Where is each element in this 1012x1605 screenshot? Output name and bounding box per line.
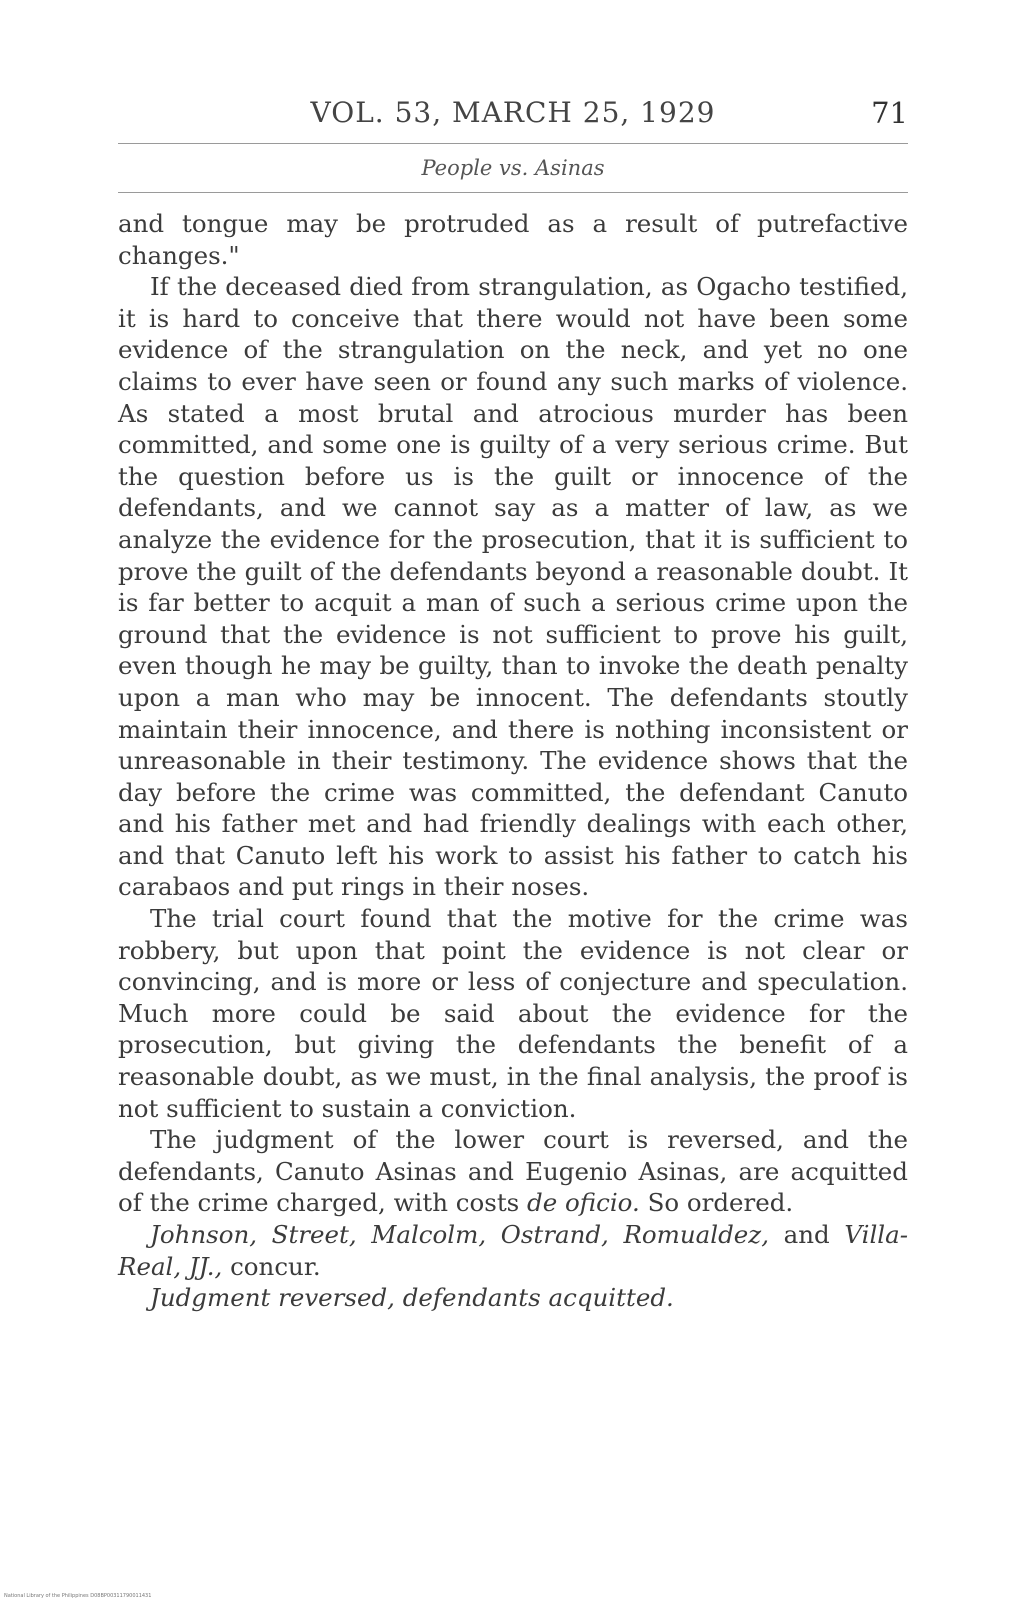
p4-italic: de oficio. — [527, 1188, 640, 1218]
paragraph-3: The trial court found that the motive for the crime was robbery, but upon that point the evidence is not clear or convincing, and is more or less of conjecture and speculation. Much more could be said about the evidence for the prosecution, but giving the defendants the benefit of a reasonable doubt, as we must, in the final analysis, the proof is not sufficient to sustain a conviction. — [118, 904, 908, 1123]
paragraph-5 — [118, 1219, 908, 1282]
page-number: 71 — [871, 96, 908, 130]
running-head — [118, 96, 908, 140]
p5-concur: concur. — [222, 1251, 321, 1281]
case-title: People vs. Asinas — [421, 156, 605, 180]
volume-line: VOL. 53, MARCH 25, 1929 — [310, 96, 716, 129]
p4-text-a: The judgment of the lower court is reversed, and the defendants, Canuto Asinas and Eugenio Asinas, are acquitted of the crime charged, with costs — [118, 1125, 908, 1218]
p5-and: and — [769, 1220, 845, 1249]
p5-justices: Johnson, Street, Malcolm, Ostrand, Romualdez, — [150, 1220, 769, 1249]
paragraph-2: If the deceased died from strangulation, as Ogacho testified, it is hard to conceive that there would not have been some evidence of the strangulation on the neck, and yet no one claims to ever have seen or found any such marks of violence. As stated a most brutal and atrocious murder has been committed, and some one is guilty of a very serious crime. But the question before us is the guilt or innocence of the defendants, and we cannot say as a matter of law, as we analyze the evidence for the prosecution, that it is sufficient to prove the guilt of the defendants beyond a reasonable doubt. It is far better to acquit a man of such a serious crime upon the ground that the evidence is not sufficient to prove his guilt, even though he may be guilty, than to invoke the death penalty upon a man who may be innocent. The defendants stoutly maintain their innocence, and there is nothing inconsistent or unreasonable in their testimony. The evidence shows that the day before the crime was committed, the defendant Canuto and his father met and had friendly dealings with each other, and that Canuto left his work to assist his father to catch his carabaos and put rings in their noses. — [118, 272, 908, 902]
header-rule — [118, 143, 908, 144]
paragraph-1: and tongue may be protruded as a result of putrefactive changes." — [118, 209, 908, 270]
p5-justices-2: Villa-Real, JJ., — [118, 1220, 908, 1281]
title-rule — [118, 192, 908, 193]
p4-text-b: So ordered. — [639, 1188, 794, 1218]
scan-footer-note: National Library of the Philippines D08BP00311790011431 — [4, 1593, 152, 1599]
paragraph-6-judgment: Judgment reversed, defendants acquitted. — [150, 1283, 674, 1313]
paragraph-4 — [118, 1124, 908, 1219]
body-text — [118, 208, 908, 1314]
